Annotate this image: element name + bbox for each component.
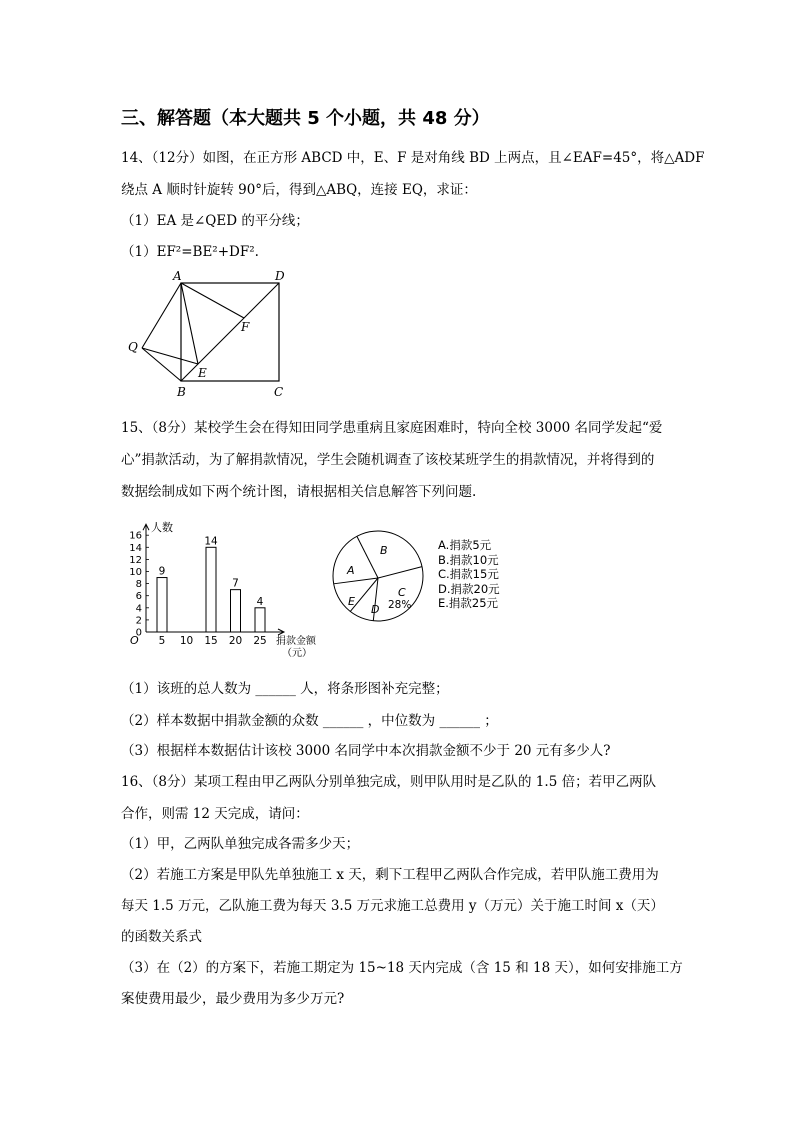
q15-subquestion-1: （1）该班的总人数为 ______ 人，将条形图补充完整； [121, 681, 449, 697]
bar-25 [255, 608, 265, 632]
q15-subquestion-2: （2）样本数据中捐款金额的众数 ______ ，中位数为 ______ ； [121, 713, 498, 729]
q15-line-1: 15、（8分）某校学生会在得知田同学患重病且家庭困难时，特向全校 3000 名同学发起“爱 [121, 420, 663, 436]
x-tick-label: 20 [228, 635, 243, 647]
segment-aq [142, 283, 181, 348]
q15-line-3: 数据绘制成如下两个统计图，请根据相关信息解答下列问题. [121, 484, 477, 500]
x-tick-label: 25 [253, 635, 267, 647]
legend-item-c: C.捐款15元 [438, 567, 499, 582]
q15-subquestion-3: （3）根据样本数据估计该校 3000 名同学中本次捐款金额不少于 20 元有多少人? [121, 743, 611, 759]
label-c: C [274, 385, 284, 399]
bar-5 [157, 578, 167, 632]
q14-line-1: 14、（12分）如图，在正方形 ABCD 中，E、F 是对角线 BD 上两点，且∠EAF=45°，将△ADF [121, 150, 705, 166]
q16-line-6: 的函数关系式 [121, 929, 202, 945]
q16-line-8: 案使费用最少，最少费用为多少万元? [121, 991, 345, 1007]
label-b: B [177, 385, 186, 399]
pie-slice-label-d: D [371, 603, 380, 616]
label-q: Q [128, 340, 138, 354]
bar-20 [231, 590, 241, 632]
y-tick-label: 6 [135, 591, 142, 603]
y-tick-label: 2 [135, 615, 142, 627]
q16-line-5: 每天 1.5 万元，乙队施工费为每天 3.5 万元求施工总费用 y（万元）关于施工时间 x（天） [121, 898, 664, 914]
y-tick-label: 10 [129, 567, 142, 578]
pie-chart-legend [438, 538, 500, 611]
legend-item-a: A.捐款5元 [438, 538, 492, 552]
label-d: D [275, 269, 285, 283]
bar-15 [206, 547, 216, 632]
bar-data-label: 7 [232, 577, 239, 590]
pie-chart [330, 530, 430, 630]
diagonal-bd [181, 283, 279, 381]
legend-item-e: E.捐款25元 [438, 596, 499, 611]
legend-item-d: D.捐款20元 [438, 581, 500, 596]
x-tick-label: 10 [179, 635, 194, 647]
q16-line-2: 合作，则需 12 天完成，请问： [121, 806, 309, 822]
y-tick-label: 8 [135, 579, 142, 591]
segment-af [181, 283, 244, 318]
bar-chart-y-label: 人数 [151, 521, 173, 535]
q14-subquestion-2: （1）EF²=BE²+DF². [121, 244, 259, 260]
x-tick-label: 15 [204, 635, 218, 647]
section-title: 三、解答题（本大题共 5 个小题，共 48 分） [121, 108, 490, 129]
q16-subquestion-2: （2）若施工方案是甲队先单独施工 x 天，剩下工程甲乙两队合作完成，若甲队施工费用为 [121, 867, 659, 883]
q16-subquestion-1: （1）甲，乙两队单独完成各需多少天； [121, 836, 360, 852]
bar-data-label: 9 [158, 565, 166, 578]
label-f: F [241, 320, 250, 334]
segment-ae [181, 283, 198, 364]
bar-chart-x-ticks [159, 635, 267, 647]
bar-chart-origin-label: O [130, 634, 139, 647]
q16-line-1: 16、（8分）某项工程由甲乙两队分别单独完成，则甲队用时是乙队的 1.5 倍；若甲乙两队 [121, 774, 657, 790]
bar-chart-bars [157, 547, 265, 632]
q14-line-2: 绕点 A 顺时针旋转 90°后，得到△ABQ，连接 EQ，求证： [121, 182, 477, 198]
pie-chart-percent-label: 28% [388, 599, 412, 611]
pie-slice-label-b: B [380, 544, 388, 557]
bar-data-label: 4 [256, 595, 264, 608]
pie-slice-label-e: E [348, 595, 355, 608]
segment-qb [142, 348, 181, 381]
pie-slice-label-c: C [398, 586, 406, 599]
q14-subquestion-1: （1）EA 是∠QED 的平分线； [121, 213, 309, 229]
segment-eq [142, 348, 198, 364]
pie-slice-label-a: A [347, 564, 355, 577]
q15-line-2: 心”捐款活动，为了解捐款情况，学生会随机调查了该校某班学生的捐款情况，并将得到的 [121, 452, 655, 468]
label-e: E [198, 366, 207, 380]
y-tick-label: 12 [129, 554, 142, 566]
bar-chart-x-label: 捐款金额 [276, 636, 316, 647]
y-tick-label: 14 [129, 542, 142, 554]
legend-item-b: B.捐款10元 [438, 552, 499, 567]
bar-data-label: 14 [204, 535, 218, 548]
label-a: A [173, 269, 182, 283]
y-tick-label: 16 [129, 530, 142, 542]
bar-chart-x-unit: （元） [282, 648, 312, 659]
x-tick-label: 5 [158, 635, 166, 647]
q16-subquestion-3: （3）在（2）的方案下，若施工期定为 15~18 天内完成（含 15 和 18 天），如何安排施工方 [121, 960, 683, 976]
y-tick-label: 4 [135, 603, 142, 615]
bar-chart [116, 505, 341, 665]
y-tick-label: 0 [135, 627, 142, 639]
square-geometry-figure [120, 268, 300, 400]
